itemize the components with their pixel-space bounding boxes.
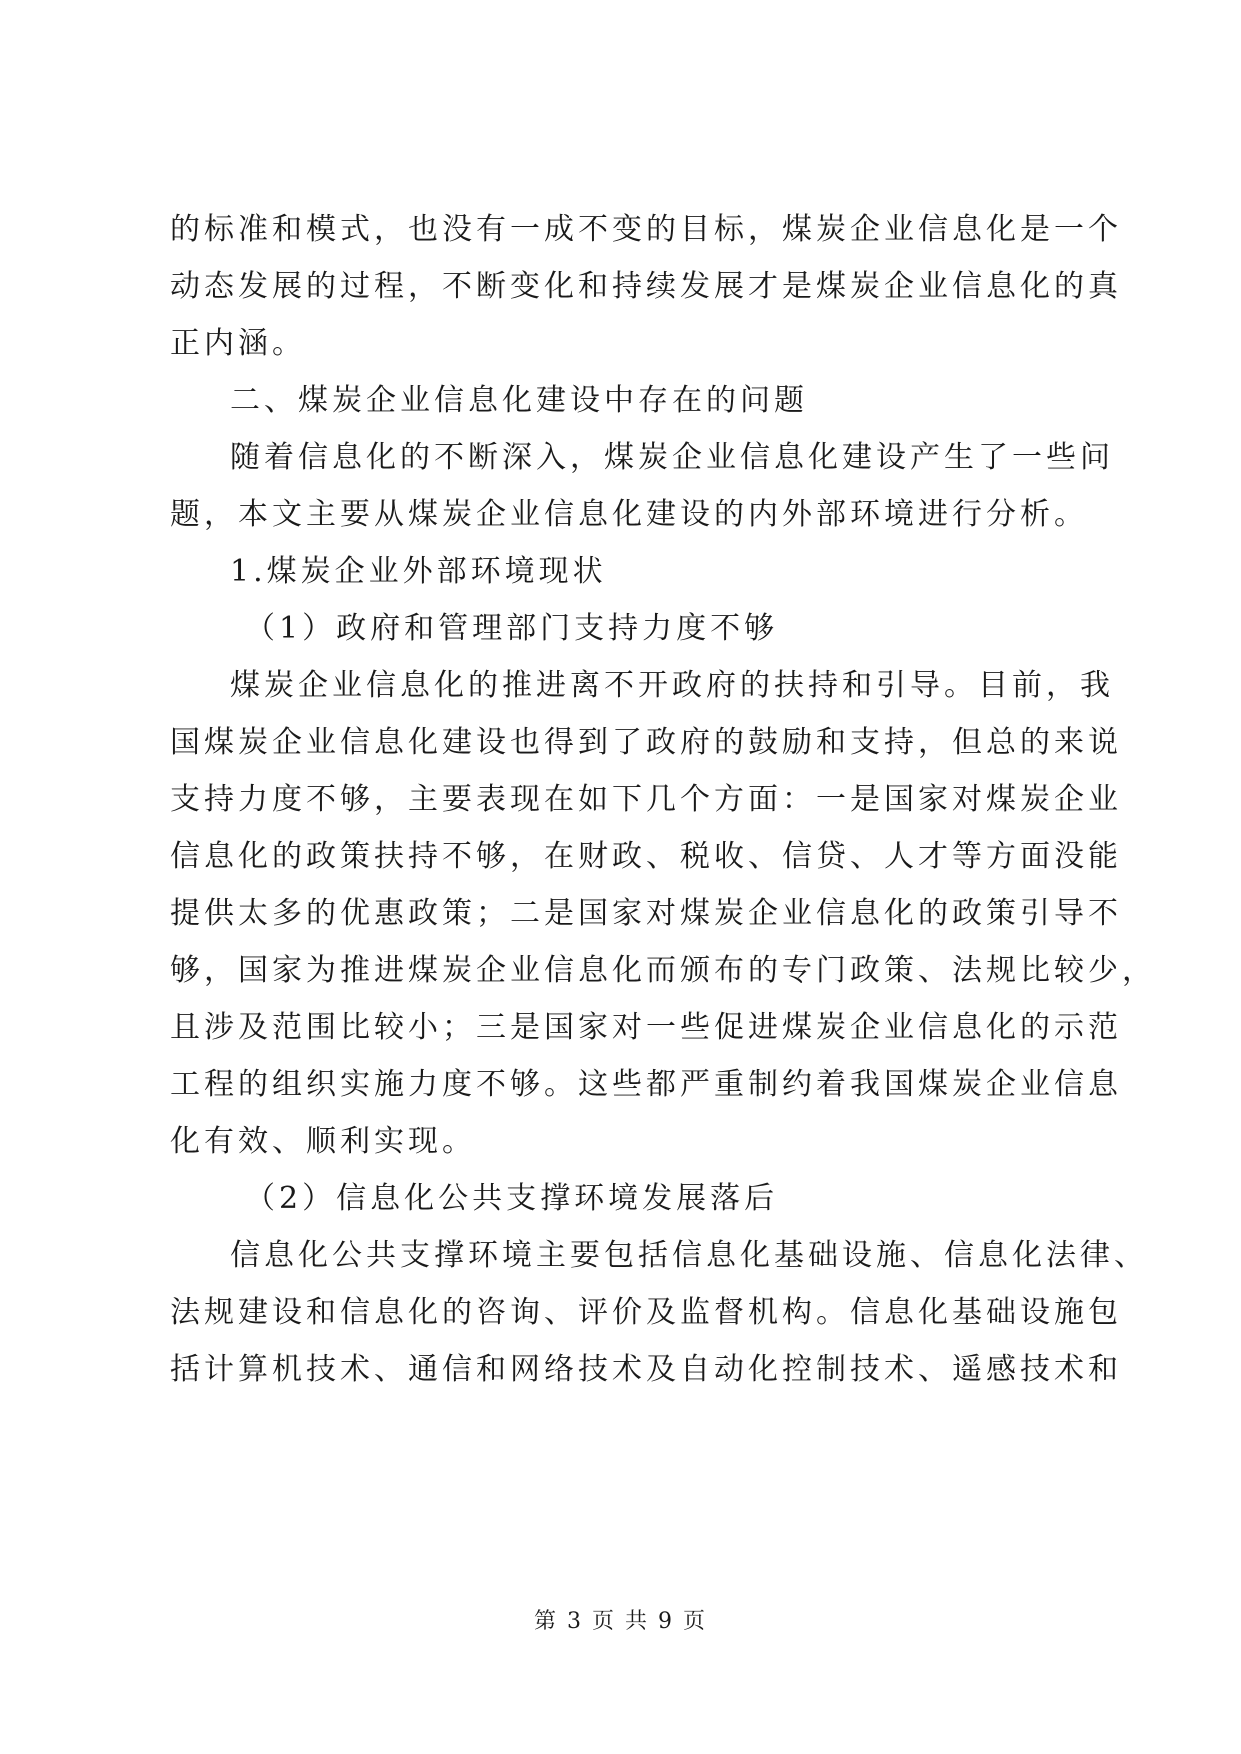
body-line: 化有效、顺利实现。 (170, 1124, 476, 1159)
section-heading: 二、煤炭企业信息化建设中存在的问题 (230, 383, 808, 418)
page-number-footer: 第 3 页 共 9 页 (534, 1609, 707, 1634)
item-heading: （1）政府和管理部门支持力度不够 (245, 611, 779, 646)
body-line: 提供太多的优惠政策；二是国家对煤炭企业信息化的政策引导不 (170, 896, 1122, 931)
body-line: 法规建设和信息化的咨询、评价及监督机构。信息化基础设施包 (170, 1295, 1122, 1330)
body-line: 够，国家为推进煤炭企业信息化而颁布的专门政策、法规比较少， (170, 953, 1156, 988)
body-line: 题，本文主要从煤炭企业信息化建设的内外部环境进行分析。 (170, 497, 1088, 532)
body-line: 信息化的政策扶持不够，在财政、税收、信贷、人才等方面没能 (170, 839, 1122, 874)
paragraph-first-line: 煤炭企业信息化的推进离不开政府的扶持和引导。目前，我 (230, 668, 1114, 703)
body-line: 正内涵。 (170, 326, 306, 361)
item-heading: （2）信息化公共支撑环境发展落后 (245, 1181, 779, 1216)
body-line: 国煤炭企业信息化建设也得到了政府的鼓励和支持，但总的来说 (170, 725, 1122, 760)
body-line: 支持力度不够，主要表现在如下几个方面：一是国家对煤炭企业 (170, 782, 1122, 817)
subsection-heading: 1.煤炭企业外部环境现状 (230, 554, 607, 589)
body-line: 括计算机技术、通信和网络技术及自动化控制技术、遥感技术和 (170, 1352, 1122, 1387)
paragraph-first-line: 随着信息化的不断深入，煤炭企业信息化建设产生了一些问 (230, 440, 1114, 475)
body-line: 的标准和模式，也没有一成不变的目标，煤炭企业信息化是一个 (170, 212, 1122, 247)
body-line: 且涉及范围比较小；三是国家对一些促进煤炭企业信息化的示范 (170, 1010, 1122, 1045)
body-line: 工程的组织实施力度不够。这些都严重制约着我国煤炭企业信息 (170, 1067, 1122, 1102)
body-line: 动态发展的过程，不断变化和持续发展才是煤炭企业信息化的真 (170, 269, 1122, 304)
paragraph-first-line: 信息化公共支撑环境主要包括信息化基础设施、信息化法律、 (230, 1238, 1148, 1273)
